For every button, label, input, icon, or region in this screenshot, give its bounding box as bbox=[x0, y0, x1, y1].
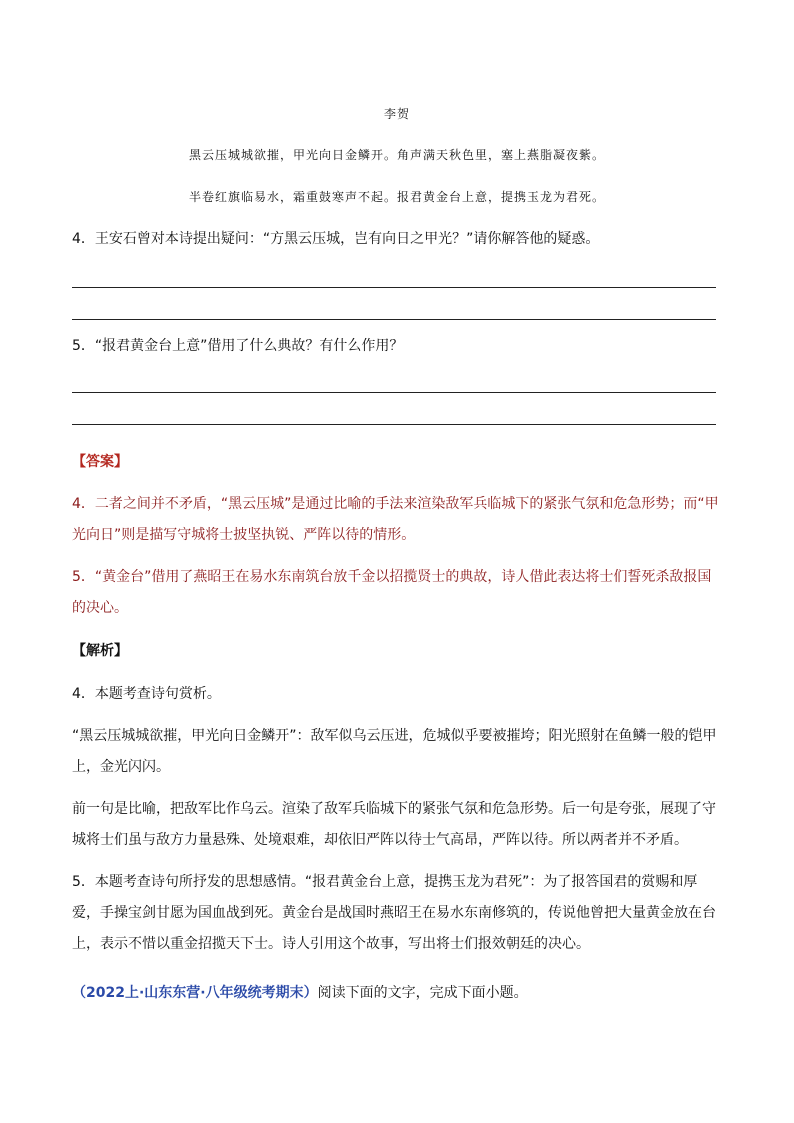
poem-line-1: 黑云压城城欲摧，甲光向日金鳞开。角声满天秋色里，塞上燕脂凝夜紫。 bbox=[188, 148, 605, 162]
analysis-para: “黑云压城城欲摧，甲光向日金鳞开”：敌军似乌云压进，危城似乎要被摧垮；阳光照射在鱼鳞一般的铠甲上，金光闪闪。 bbox=[72, 728, 717, 775]
analysis-para: 前一句是比喻，把敌军比作乌云。渲染了敌军兵临城下的紧张气氛和危急形势。后一句是夸张，展现了守城将士们虽与敌方力量悬殊、处境艰难，却依旧严阵以待士气高昂，严阵以待。所以两者并不矛盾。 bbox=[72, 801, 716, 848]
analysis-label: 【解析】 bbox=[72, 643, 128, 659]
poem-author: 李贺 bbox=[383, 107, 410, 121]
answer-line[interactable] bbox=[72, 319, 716, 320]
instruction-text: 阅读下面的文字，完成下面小题。 bbox=[317, 985, 528, 1001]
analysis-para: 5．本题考查诗句所抒发的思想感情。“报君黄金台上意，提携玉龙为君死”：为了报答国君的赏赐和厚爱，手操宝剑甘愿为国血战到死。黄金台是战国时燕昭王在易水东南修筑的，传说他曾把大量黄金放在台上，表示不惜以重金招揽天下士。诗人引用这个故事，写出将士们报效朝廷的决心。 bbox=[72, 874, 716, 952]
answer-item-5: 5．“黄金台”借用了燕昭王在易水东南筑台放千金以招揽贤士的典故，诗人借此表达将士们誓死杀敌报国的决心。 bbox=[72, 569, 712, 616]
next-section-intro bbox=[72, 978, 722, 1009]
poem-line-2: 半卷红旗临易水，霜重鼓寒声不起。报君黄金台上意，提携玉龙为君死。 bbox=[188, 190, 605, 204]
answer-label: 【答案】 bbox=[72, 454, 128, 470]
answer-line[interactable] bbox=[72, 287, 716, 288]
source-citation: （2022上·山东东营·八年级统考期末） bbox=[72, 985, 318, 1001]
answer-item-4: 4．二者之间并不矛盾，“黑云压城”是通过比喻的手法来渲染敌军兵临城下的紧张气氛和危急形势；而“甲光向日”则是描写守城将士披坚执锐、严阵以待的情形。 bbox=[72, 496, 719, 543]
question-4: 4．王安石曾对本诗提出疑问：“方黑云压城，岂有向日之甲光？”请你解答他的疑惑。 bbox=[72, 231, 600, 247]
question-5: 5．“报君黄金台上意”借用了什么典故？有什么作用？ bbox=[72, 338, 404, 354]
answer-line[interactable] bbox=[72, 392, 716, 393]
analysis-para: 4．本题考查诗句赏析。 bbox=[72, 686, 221, 702]
answer-line[interactable] bbox=[72, 424, 716, 425]
